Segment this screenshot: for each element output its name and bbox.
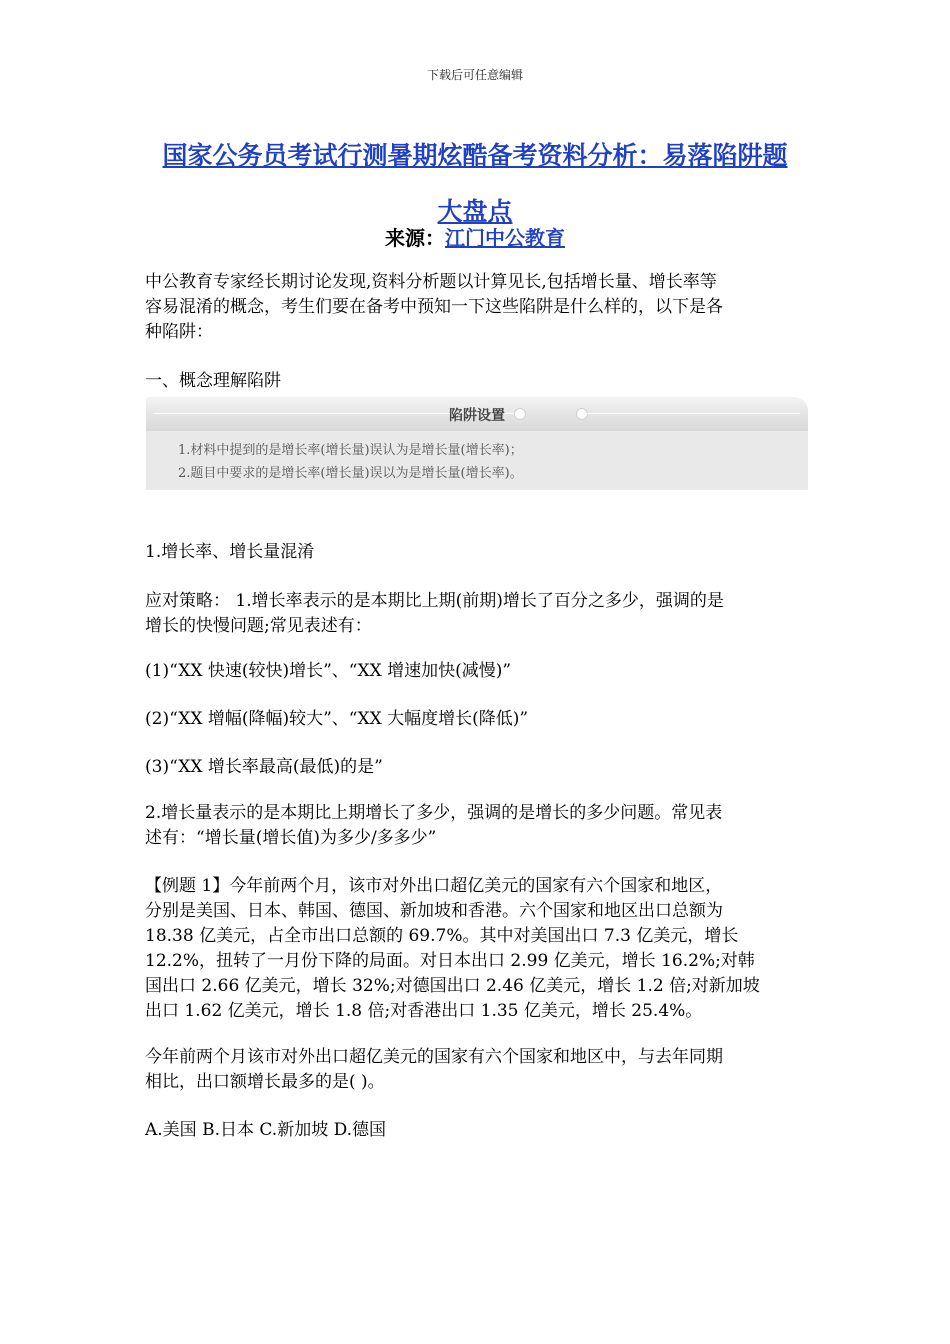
trap-box-title: 陷阱设置 xyxy=(449,408,505,424)
intro-line-2: 容易混淆的概念，考生们要在备考中预知一下这些陷阱是什么样的，以下是各 xyxy=(145,297,723,317)
example-line: 【例题 1】今年前两个月，该市对外出口超亿美元的国家有六个国家和地区， xyxy=(145,876,723,896)
header-note: 下载后可任意编辑 xyxy=(426,68,523,82)
example-line: 12.2%，扭转了一月份下降的局面。对日本出口 2.99 亿美元，增长 16.2%;对韩 xyxy=(145,951,755,971)
expression-1: (1)“XX 快速(较快)增长”、“XX 增速加快(减慢)” xyxy=(145,661,512,681)
amount-paragraph xyxy=(145,801,810,851)
example-line: 18.38 亿美元，占全市出口总额的 69.7%。其中对美国出口 7.3 亿美元，增长 xyxy=(145,926,739,946)
section-heading-1: 一、概念理解陷阱 xyxy=(145,371,281,391)
example-line: 国出口 2.66 亿美元，增长 32%;对德国出口 2.46 亿美元，增长 1.2 倍;对新加坡 xyxy=(145,976,760,996)
example-line: 出口 1.62 亿美元，增长 1.8 倍;对香港出口 1.35 亿美元，增长 25.4%。 xyxy=(145,1001,703,1021)
amount-line-1: 2.增长量表示的是本期比上期增长了多少，强调的是增长的多少问题。常见表 xyxy=(145,803,723,823)
intro-line-3: 种陷阱： xyxy=(145,322,213,342)
trap-box-line-1: 1.材料中提到的是增长率(增长量)误认为是增长量(增长率)； xyxy=(178,443,523,458)
source-line xyxy=(0,222,950,251)
expression-2: (2)“XX 增幅(降幅)较大”、“XX 大幅度增长(降低)” xyxy=(145,709,529,729)
strategy-line-1: 应对策略： 1.增长率表示的是本期比上期(前期)增长了百分之多少，强调的是 xyxy=(145,591,724,611)
header-dot-right xyxy=(576,408,588,420)
strategy-line-2: 增长的快慢问题;常见表述有： xyxy=(145,616,372,636)
title-line-2: 大盘点 xyxy=(437,197,513,226)
header-rule-right xyxy=(586,413,800,414)
expression-3: (3)“XX 增长率最高(最低)的是” xyxy=(145,757,383,777)
source-label: 来源： xyxy=(385,226,445,250)
question-line-2: 相比，出口额增长最多的是( )。 xyxy=(145,1072,385,1092)
amount-line-2: 述有：“增长量(增长值)为多少/多多少” xyxy=(145,828,437,848)
question-line-1: 今年前两个月该市对外出口超亿美元的国家有六个国家和地区中，与去年同期 xyxy=(145,1047,723,1067)
source-link[interactable]: 江门中公教育 xyxy=(445,226,565,250)
trap-box-line-2: 2.题目中要求的是增长率(增长量)误以为是增长量(增长率)。 xyxy=(178,466,523,481)
intro-line-1: 中公教育专家经长期讨论发现,资料分析题以计算见长,包括增长量、增长率等 xyxy=(145,272,717,292)
subheading-1: 1.增长率、增长量混淆 xyxy=(145,542,315,562)
intro-paragraph xyxy=(145,270,810,345)
strategy-paragraph xyxy=(145,589,810,639)
title-line-1: 国家公务员考试行测暑期炫酷备考资料分析：易落陷阱题 xyxy=(162,141,788,170)
example-paragraph xyxy=(145,874,810,1024)
trap-box xyxy=(146,397,808,490)
example-line: 分别是美国、日本、韩国、德国、新加坡和香港。六个国家和地区出口总额为 xyxy=(145,901,723,921)
trap-box-header xyxy=(146,397,808,431)
answer-options: A.美国 B.日本 C.新加坡 D.德国 xyxy=(145,1120,387,1140)
question-paragraph xyxy=(145,1045,810,1095)
